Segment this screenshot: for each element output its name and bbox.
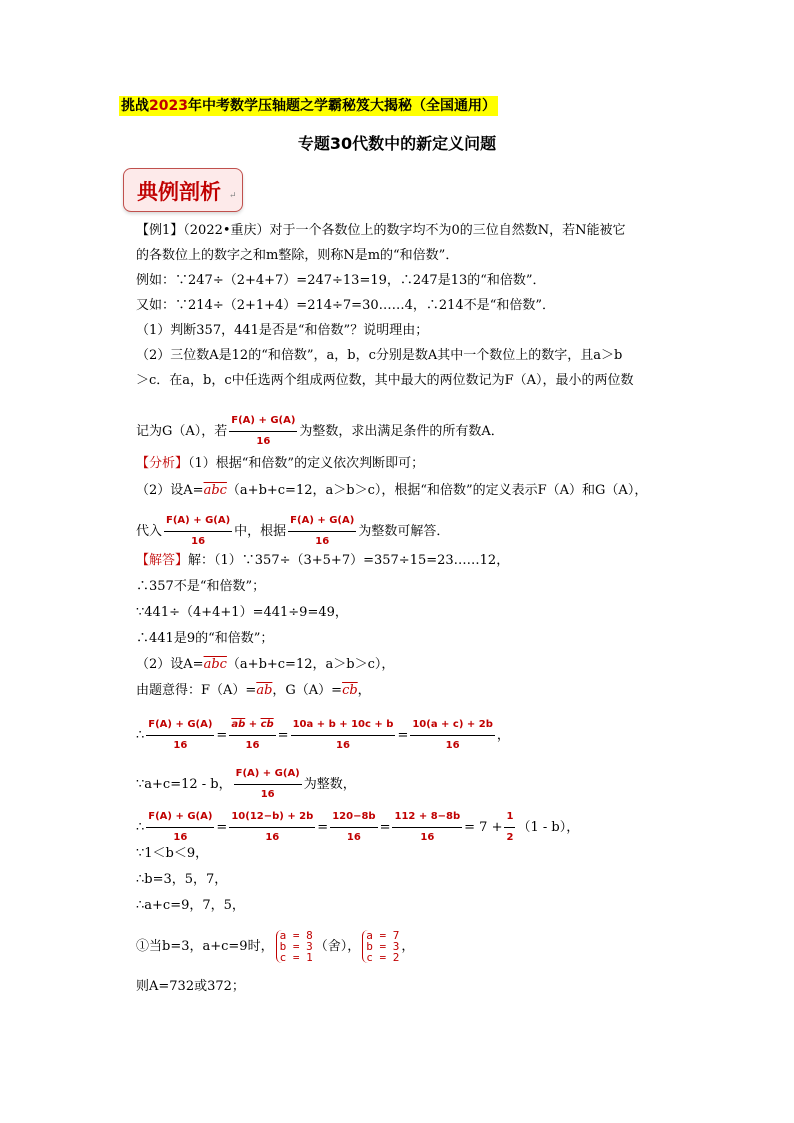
equation-system: a = 8 b = 3 c = 1 bbox=[276, 930, 313, 963]
page-title: 专题30代数中的新定义问题 bbox=[297, 134, 497, 153]
solution-line: 【解答】解：（1）∵357÷（3+5+7）=357÷15=23……12， bbox=[136, 553, 510, 568]
solution-line: ∵1＜b＜9， bbox=[136, 846, 209, 861]
paragraph-mark-icon: ↵ bbox=[229, 191, 237, 201]
example-line: 的各数位上的数字之和m整除，则称N是m的“和倍数”． bbox=[136, 248, 459, 263]
solution-line: 由题意得：$F(A)=\overline{ab}$，$G(A)=\overline{cb}$， bbox=[136, 683, 371, 698]
series-banner: 挑战2023年中考数学压轴题之学霸秘笈大揭秘（全国通用） bbox=[121, 98, 496, 114]
fraction: $\frac{F(A) + G(A)}{16}$ bbox=[288, 512, 356, 551]
solution-line: ∴b=3，5，7， bbox=[136, 872, 228, 887]
solution-line: ∵a+c=12 - b， $\frac{F(A) + G(A)}{16}$ 为整数， bbox=[136, 765, 356, 804]
question-2: 记为G（A），若 $\frac{F(A) + G(A)}{16}$ 为整数，求出满足条件的所有数A． bbox=[136, 412, 504, 451]
solution-line: ∵441÷（4+4+1）=441÷9=49， bbox=[136, 605, 348, 620]
example-line: 又如：∵214÷（2+1+4）=214÷7=30……4，∴214不是“和倍数”． bbox=[136, 298, 555, 313]
solution-line: ∴a+c=9，7，5， bbox=[136, 898, 245, 913]
solution-equation: ∴ $\frac{F(A) + G(A)}{16}$ = $\frac{10(12-b) + 2b}{16}$ = $\frac{120-8b}{16}$ = $\frac{112 + 8-8b}{16}$ = 7 + $\frac{1}{2}$ （1 - b）， bbox=[136, 808, 579, 847]
example-line: 例如：∵247÷（2+4+7）=247÷13=19，∴247是13的“和倍数”． bbox=[136, 273, 546, 288]
solution-line: ∴357不是“和倍数”； bbox=[136, 579, 266, 594]
fraction: $\frac{F(A) + G(A)}{16}$ bbox=[229, 412, 297, 451]
question-1: （1）判断357，441是否是“和倍数”？说明理由； bbox=[136, 323, 429, 338]
question-2: （2）三位数A是12的“和倍数”，a，b，c分别是数A其中一个数位上的数字，且a＞b bbox=[136, 348, 623, 363]
equation-system: a = 7 b = 3 c = 2 bbox=[362, 930, 399, 963]
solution-case: ①当b=3，a+c=9时， a = 8 b = 3 c = 1 （舍）， a = 7 b = 3 c = 2 ， bbox=[136, 929, 415, 964]
solution-line: 则A=732或372； bbox=[136, 979, 245, 994]
fraction: $\frac{F(A) + G(A)}{16}$ bbox=[164, 512, 232, 551]
analysis-line: 【分析】（1）根据“和倍数”的定义依次判断即可； bbox=[136, 456, 425, 471]
section-label: 典例剖析 bbox=[137, 180, 221, 204]
solution-line: ∴441是9的“和倍数”； bbox=[136, 631, 274, 646]
section-label-box bbox=[123, 168, 243, 212]
analysis-line: 代入 $\frac{F(A) + G(A)}{16}$ 中，根据 $\frac{F(A) + G(A)}{16}$ 为整数可解答． bbox=[136, 512, 449, 551]
solution-line: （2）设$A=\overline{abc}(a+b+c=12$，a＞b＞c）， bbox=[136, 657, 395, 672]
analysis-line: （2）设$A=\overline{abc}(a+b+c=12$，a＞b＞c），根据“和倍数”的定义表示F（A）和G（A）， bbox=[136, 483, 648, 498]
question-2: ＞c．在a，b，c中任选两个组成两位数，其中最大的两位数记为F（A），最小的两位数 bbox=[136, 373, 634, 388]
example-line: 【例1】（2022•重庆）对于一个各数位上的数字均不为0的三位自然数N，若N能被它 bbox=[136, 223, 626, 238]
solution-equation: ∴ $\frac{F(A) + G(A)}{16}$ = $\frac{\overline{ab} + \overline{cb}}{16}$ = $\frac{10a + b + 10c + b}{16}$ = $\frac{10(a + c) + 2b}{16}$ ， bbox=[136, 716, 510, 755]
